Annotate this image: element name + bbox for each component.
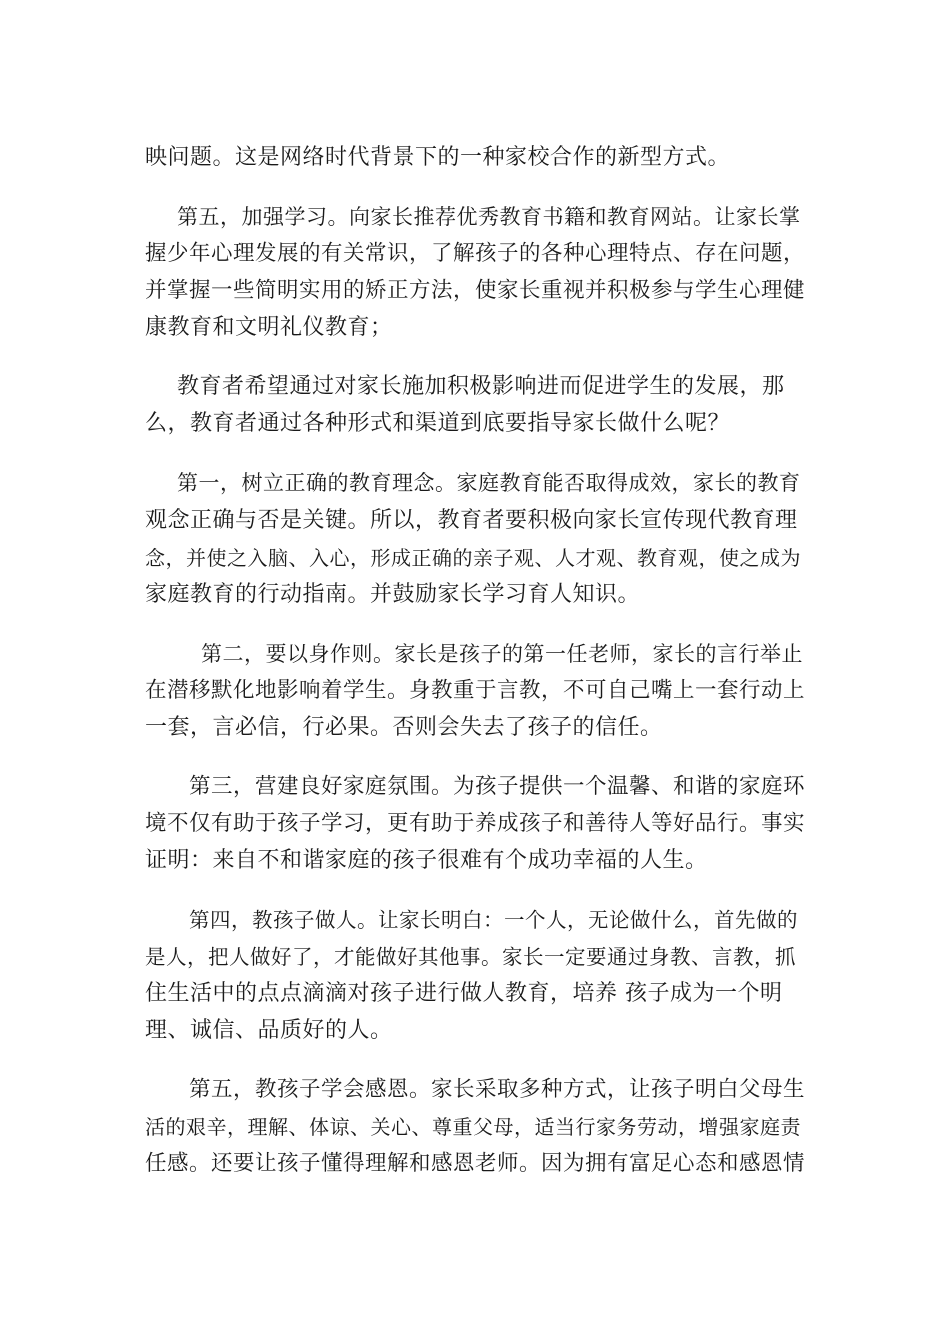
paragraph-6-line-2: 境不仅有助于孩子学习，更有助于养成孩子和善待人等好品行。事实 xyxy=(145,811,806,836)
paragraph-2-line-1: 第五，加强学习。向家长推荐优秀教育书籍和教育网站。让家长掌 xyxy=(177,205,801,229)
paragraph-4-line-1: 第一，树立正确的教育理念。家庭教育能否取得成效，家长的教育 xyxy=(177,471,801,495)
paragraph-8-line-3: 任感。还要让孩子懂得理解和感恩老师。因为拥有富足心态和感恩情 xyxy=(145,1151,806,1176)
paragraph-4-line-4: 家庭教育的行动指南。并鼓励家长学习育人知识。 xyxy=(145,582,641,607)
paragraph-4-line-2: 观念正确与否是关键。所以，教育者要积极向家长宣传现代教育理 xyxy=(145,508,798,533)
paragraph-7-line-4: 理、诚信、品质好的人。 xyxy=(145,1018,393,1043)
paragraph-7-line-1: 第四，教孩子做人。让家长明白：一个人，无论做什么，首先做的 xyxy=(189,908,798,932)
paragraph-5-line-2: 在潜移默化地影响着学生。身教重于言教，不可自己嘴上一套行动上 xyxy=(145,678,806,703)
paragraph-3-line-1: 教育者希望通过对家长施加积极影响进而促进学生的发展，那 xyxy=(177,374,785,399)
paragraph-7-line-2: 是人，把人做好了，才能做好其他事。家长一定要通过身教、言教，抓 xyxy=(145,945,796,969)
paragraph-5-line-3: 一套，言必信，行必果。否则会失去了孩子的信任。 xyxy=(145,715,663,740)
paragraph-8-line-1: 第五，教孩子学会感恩。家长采取多种方式，让孩子明白父母生 xyxy=(189,1077,806,1102)
paragraph-3-line-2: 么，教育者通过各种形式和渠道到底要指导家长做什么呢？ xyxy=(145,411,731,436)
paragraph-4-line-3: 念，并使之入脑、入心，形成正确的亲子观、人才观、教育观，使之成为 xyxy=(145,546,801,570)
paragraph-2-line-2: 握少年心理发展的有关常识，了解孩子的各种心理特点、存在问题， xyxy=(145,241,806,266)
paragraph-5-line-1: 第二，要以身作则。家长是孩子的第一任老师，家长的言行举止 xyxy=(201,642,803,666)
paragraph-2-line-3: 并掌握一些简明实用的矫正方法，使家长重视并积极参与学生心理健 xyxy=(145,278,806,303)
paragraph-6-line-1: 第三，营建良好家庭氛围。为孩子提供一个温馨、和谐的家庭环 xyxy=(189,774,806,799)
paragraph-2-line-4: 康教育和文明礼仪教育； xyxy=(145,315,393,340)
paragraph-7-line-3: 住生活中的点点滴滴对孩子进行做人教育，培养 孩子成为一个明 xyxy=(145,981,783,1006)
paragraph-8-line-2: 活的艰辛，理解、体谅、关心、尊重父母，适当行家务劳动，增强家庭责 xyxy=(145,1115,801,1139)
paragraph-6-line-3: 证明：来自不和谐家庭的孩子很难有个成功幸福的人生。 xyxy=(145,848,708,873)
paragraph-1-line-1: 映问题。这是网络时代背景下的一种家校合作的新型方式。 xyxy=(145,145,731,170)
